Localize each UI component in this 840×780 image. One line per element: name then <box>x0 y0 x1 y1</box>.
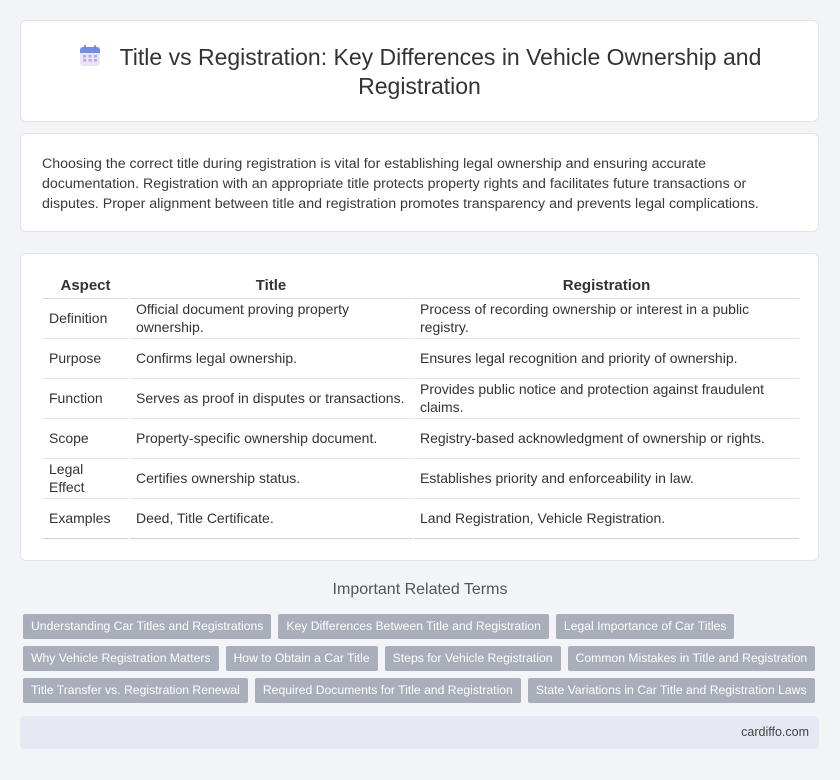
related-term-tag[interactable]: Key Differences Between Title and Registration <box>278 614 549 639</box>
cell-title: Deed, Title Certificate. <box>129 498 413 538</box>
footer <box>20 716 819 749</box>
cell-aspect: Purpose <box>43 338 129 378</box>
related-term-tag[interactable]: How to Obtain a Car Title <box>226 646 378 671</box>
table-row <box>43 338 799 378</box>
table-row <box>43 458 799 498</box>
related-terms-heading: Important Related Terms <box>332 581 508 598</box>
page-title <box>61 43 778 101</box>
intro-paragraph: Choosing the correct title during registration is vital for establishing legal ownership and ensuring accurate documentation. Registration with an appropriate title protects property rights and facilitates future transactions or disputes. Proper alignment between title and registration promotes transparency and prevents legal complications. <box>42 156 759 212</box>
cell-aspect: Function <box>43 378 129 418</box>
cell-registration: Establishes priority and enforceability in law. <box>413 458 799 498</box>
header-title: Title <box>129 272 413 298</box>
cell-registration: Land Registration, Vehicle Registration. <box>413 498 799 538</box>
cell-aspect: Examples <box>43 498 129 538</box>
cell-registration: Ensures legal recognition and priority of ownership. <box>413 338 799 378</box>
cell-registration: Registry-based acknowledgment of ownership or rights. <box>413 418 799 458</box>
comparison-table-card <box>20 253 819 561</box>
page-title-text: Title vs Registration: Key Differences in Vehicle Ownership and Registration <box>119 44 762 99</box>
table-row <box>43 378 799 418</box>
cell-title: Official document proving property ownership. <box>129 298 413 338</box>
related-term-tag[interactable]: Understanding Car Titles and Registrations <box>23 614 271 639</box>
cell-title: Property-specific ownership document. <box>129 418 413 458</box>
comparison-table <box>43 272 799 539</box>
related-term-tag[interactable]: Title Transfer vs. Registration Renewal <box>23 678 248 703</box>
related-terms-tags <box>23 614 823 710</box>
related-term-tag[interactable]: Legal Importance of Car Titles <box>556 614 735 639</box>
site-link[interactable]: cardiffo.com <box>741 725 809 739</box>
cell-aspect: Definition <box>43 298 129 338</box>
header-registration: Registration <box>413 272 799 298</box>
related-term-tag[interactable]: Why Vehicle Registration Matters <box>23 646 219 671</box>
related-term-tag[interactable]: Required Documents for Title and Registration <box>255 678 521 703</box>
table-row <box>43 418 799 458</box>
cell-title: Serves as proof in disputes or transactions. <box>129 378 413 418</box>
related-term-tag[interactable]: State Variations in Car Title and Registration Laws <box>528 678 815 703</box>
tag-row <box>23 614 823 639</box>
header-aspect: Aspect <box>43 272 129 298</box>
calendar-icon <box>78 44 102 68</box>
header-card <box>20 20 819 122</box>
related-term-tag[interactable]: Common Mistakes in Title and Registration <box>568 646 816 671</box>
table-row <box>43 498 799 538</box>
tag-row <box>23 678 823 703</box>
table-row <box>43 298 799 338</box>
table-header-row <box>43 272 799 298</box>
cell-title: Certifies ownership status. <box>129 458 413 498</box>
intro-card <box>20 133 819 232</box>
related-term-tag[interactable]: Steps for Vehicle Registration <box>385 646 561 671</box>
cell-title: Confirms legal ownership. <box>129 338 413 378</box>
tag-row <box>23 646 823 671</box>
cell-aspect: Scope <box>43 418 129 458</box>
cell-registration: Process of recording ownership or interest in a public registry. <box>413 298 799 338</box>
cell-registration: Provides public notice and protection against fraudulent claims. <box>413 378 799 418</box>
cell-aspect: Legal Effect <box>43 458 129 498</box>
